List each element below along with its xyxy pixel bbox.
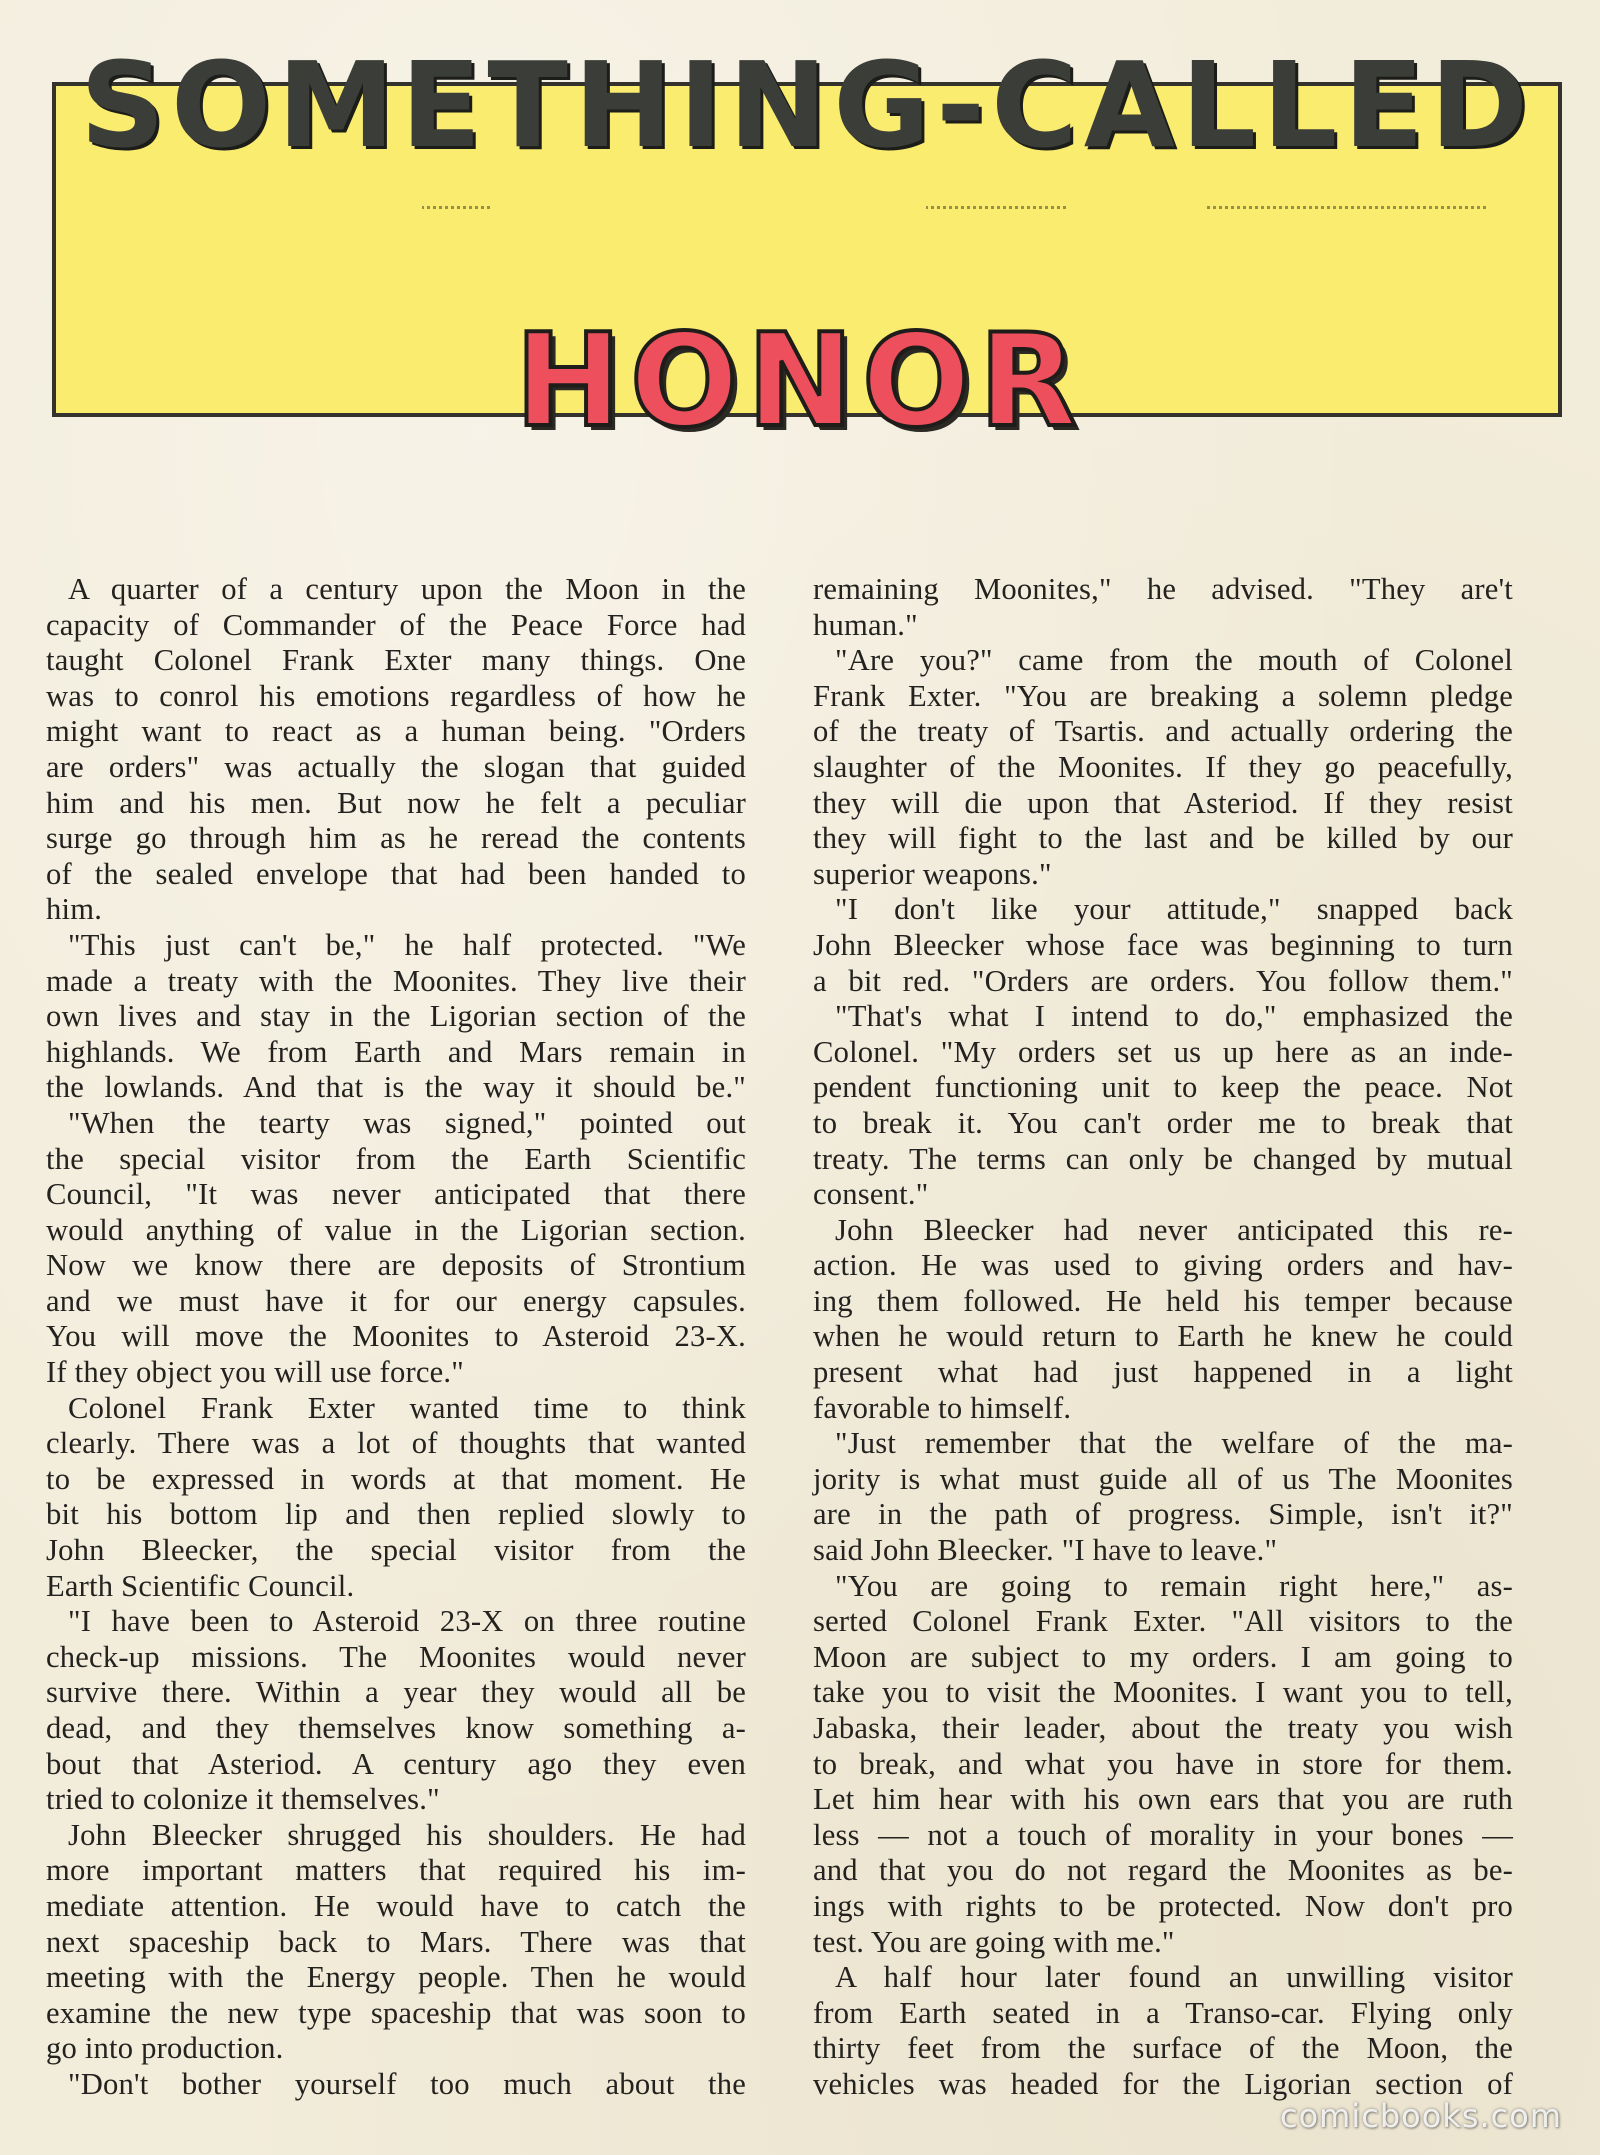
text-line: taught Colonel Frank Exter many things. One: [46, 643, 746, 678]
text-line: are in the path of progress. Simple, isn't it?": [813, 1497, 1513, 1532]
text-line: and that you do not regard the Moonites as be-: [813, 1853, 1513, 1888]
text-line: "I have been to Asteroid 23-X on three routine: [68, 1604, 746, 1639]
text-line: "You are going to remain right here," as-: [835, 1568, 1513, 1603]
text-line: ing them followed. He held his temper because: [813, 1283, 1513, 1318]
text-line: the lowlands. And that is the way it should be.": [46, 1070, 746, 1105]
text-line: A half hour later found an unwilling visitor: [835, 1960, 1513, 1995]
text-line: they will die upon that Asteriod. If they resist: [813, 785, 1513, 820]
text-line: Colonel. "My orders set us up here as an inde-: [813, 1034, 1513, 1069]
text-line: from Earth seated in a Transo-car. Flying only: [813, 1995, 1513, 2030]
text-line: when he would return to Earth he knew he could: [813, 1319, 1513, 1354]
text-line: to break it. You can't order me to break that: [813, 1105, 1513, 1140]
text-line: said John Bleecker. "I have to leave.": [813, 1533, 1278, 1568]
text-line: jority is what must guide all of us The Moonites: [813, 1461, 1513, 1496]
text-line: go into production.: [46, 2031, 284, 2066]
text-line: dead, and they themselves know something a-: [46, 1711, 746, 1745]
text-line: might want to react as a human being. "Orders: [46, 714, 746, 749]
text-line: superior weapons.": [813, 856, 1052, 891]
text-line: treaty. The terms can only be changed by mutual: [813, 1141, 1513, 1176]
watermark: comicbooks.com: [1279, 2097, 1562, 2135]
text-line: "This just can't be," he half protected. "We: [68, 927, 746, 962]
text-line: Frank Exter. "You are breaking a solemn pledge: [813, 678, 1513, 713]
text-line: surge go through him as he reread the contents: [46, 821, 746, 856]
text-line: Council, "It was never anticipated that there: [46, 1177, 746, 1212]
text-line: made a treaty with the Moonites. They live their: [46, 963, 746, 998]
text-line: slaughter of the Moonites. If they go peacefully,: [813, 749, 1513, 784]
text-line: would anything of value in the Ligorian section.: [46, 1212, 746, 1247]
text-line: check-up missions. The Moonites would never: [46, 1639, 746, 1674]
text-line: "That's what I intend to do," emphasized the: [835, 999, 1513, 1034]
text-line: and we must have it for our energy capsules.: [46, 1283, 746, 1318]
text-line: John Bleecker had never anticipated this re-: [835, 1212, 1513, 1247]
text-line: to be expressed in words at that moment. He: [46, 1461, 746, 1496]
text-line: remaining Moonites," he advised. "They are't: [813, 572, 1513, 606]
text-line: they will fight to the last and be killed by our: [813, 821, 1513, 856]
text-line: him and his men. But now he felt a peculiar: [46, 785, 746, 820]
text-line: Moon are subject to my orders. I am going to: [813, 1639, 1513, 1674]
story-title-top: SOMETHING-CALLED: [80, 36, 1534, 174]
text-line: ings with rights to be protected. Now don't pro: [813, 1888, 1513, 1923]
text-line: next spaceship back to Mars. There was that: [46, 1924, 746, 1959]
text-line: take you to visit the Moonites. I want you to tell,: [813, 1675, 1513, 1710]
text-line: bout that Asteriod. A century ago they even: [46, 1746, 746, 1781]
text-line: bit his bottom lip and then replied slowly to: [46, 1497, 746, 1532]
text-line: If they object you will use force.": [46, 1355, 464, 1390]
text-line: capacity of Commander of the Peace Force had: [46, 607, 746, 642]
text-line: more important matters that required his im-: [46, 1853, 746, 1888]
text-line: Colonel Frank Exter wanted time to think: [68, 1390, 746, 1425]
banner-dotted-line: [86, 206, 1486, 217]
text-line: John Bleecker shrugged his shoulders. He had: [68, 1817, 746, 1852]
text-line: consent.": [813, 1177, 929, 1212]
text-line: You will move the Moonites to Asteroid 23-X.: [46, 1319, 746, 1354]
text-line: less — not a touch of morality in your bones —: [813, 1817, 1513, 1852]
text-line: Let him hear with his own ears that you are ruth: [813, 1782, 1513, 1817]
text-line: serted Colonel Frank Exter. "All visitors to the: [813, 1604, 1513, 1639]
text-line: "Just remember that the welfare of the ma-: [835, 1426, 1513, 1461]
text-line: highlands. We from Earth and Mars remain in: [46, 1034, 746, 1069]
text-line: own lives and stay in the Ligorian section of the: [46, 999, 746, 1034]
text-line: favorable to himself.: [813, 1390, 1072, 1425]
text-line: examine the new type spaceship that was soon to: [46, 1995, 746, 2030]
text-line: "Are you?" came from the mouth of Colonel: [835, 643, 1513, 678]
text-line: Earth Scientific Council.: [46, 1568, 355, 1603]
text-line: a bit red. "Orders are orders. You follow them.": [813, 963, 1513, 998]
text-line: clearly. There was a lot of thoughts that wanted: [46, 1426, 746, 1461]
left-text-column: [46, 572, 746, 2103]
text-line: tried to colonize it themselves.": [46, 1782, 440, 1817]
text-line: pendent functioning unit to keep the peace. Not: [813, 1070, 1513, 1105]
text-line: the special visitor from the Earth Scientific: [46, 1141, 746, 1176]
text-line: Jabaska, their leader, about the treaty you wish: [813, 1711, 1513, 1745]
text-line: test. You are going with me.": [813, 1924, 1175, 1959]
text-line: A quarter of a century upon the Moon in the: [68, 572, 746, 606]
text-line: meeting with the Energy people. Then he would: [46, 1960, 746, 1995]
text-line: survive there. Within a year they would all be: [46, 1675, 746, 1710]
text-line: Now we know there are deposits of Strontium: [46, 1248, 746, 1283]
text-line: vehicles was headed for the Ligorian section of: [813, 2066, 1513, 2101]
text-line: action. He was used to giving orders and hav-: [813, 1248, 1513, 1283]
text-line: "When the tearty was signed," pointed out: [68, 1105, 746, 1140]
text-line: of the sealed envelope that had been handed to: [46, 856, 746, 891]
text-line: thirty feet from the surface of the Moon, the: [813, 2031, 1513, 2066]
text-line: John Bleecker, the special visitor from the: [46, 1533, 746, 1568]
text-line: "I don't like your attitude," snapped back: [835, 892, 1513, 927]
text-line: are orders" was actually the slogan that guided: [46, 749, 746, 784]
text-line: "Don't bother yourself too much about the: [68, 2066, 746, 2101]
text-line: mediate attention. He would have to catch the: [46, 1888, 746, 1923]
text-line: present what had just happened in a light: [813, 1355, 1513, 1390]
text-line: him.: [46, 892, 103, 927]
story-title-bottom: HONOR: [514, 307, 1086, 456]
right-text-column: [813, 572, 1513, 2103]
text-line: to break, and what you have in store for them.: [813, 1746, 1513, 1781]
text-line: John Bleecker whose face was beginning to turn: [813, 927, 1513, 962]
text-line: of the treaty of Tsartis. and actually ordering the: [813, 714, 1513, 749]
text-line: was to conrol his emotions regardless of how he: [46, 678, 746, 713]
text-line: human.": [813, 607, 918, 642]
